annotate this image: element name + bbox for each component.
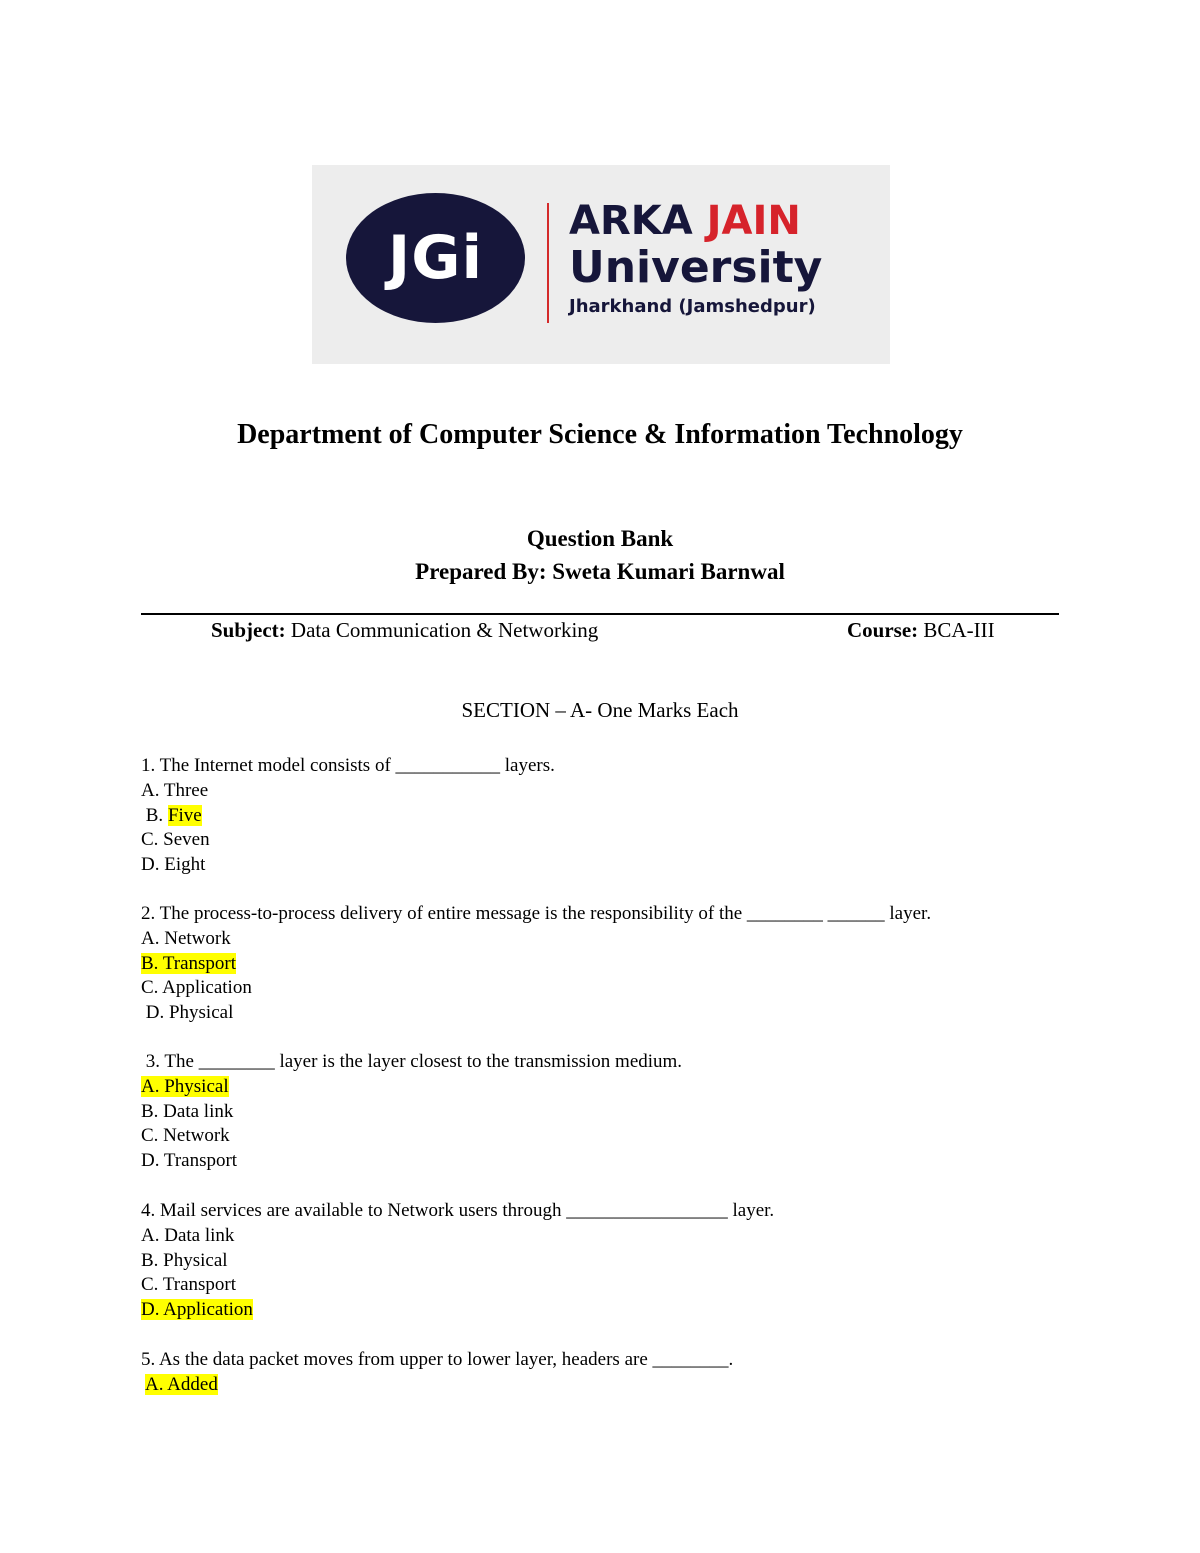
option: C. Seven: [141, 829, 210, 851]
correct-answer-highlight: A. Added: [145, 1373, 218, 1395]
option: A. Three: [141, 779, 209, 801]
section-heading: SECTION – A- One Marks Each: [461, 698, 739, 722]
course-info: [847, 618, 995, 643]
department-title: Department of Computer Science & Information Technology: [237, 419, 963, 450]
option: C. Application: [141, 977, 252, 999]
option: C. Transport: [141, 1274, 237, 1296]
university-logo: [312, 165, 890, 364]
logo-name-part1: ARKA: [569, 198, 693, 244]
correct-answer-highlight: Five: [167, 804, 202, 826]
option: D. Eight: [141, 854, 206, 876]
question-text: 5. As the data packet moves from upper to lower layer, headers are ________.: [141, 1349, 734, 1370]
course-value: BCA-III: [923, 618, 995, 642]
subject-label: Subject:: [211, 618, 286, 642]
question-text: 3. The ________ layer is the layer closest to the transmission medium.: [141, 1051, 683, 1072]
question-text: 4. Mail services are available to Network users through _________________ layer.: [141, 1200, 775, 1221]
subject-info: [211, 618, 598, 643]
option: A. Data link: [141, 1224, 235, 1246]
option: D. Transport: [141, 1150, 238, 1172]
header-divider: [141, 613, 1059, 615]
option: C. Network: [141, 1125, 230, 1147]
logo-name-line2: University: [569, 242, 823, 293]
document-title: Question Bank: [526, 526, 674, 551]
question-4: [141, 1199, 774, 1323]
correct-answer-highlight: D. Application: [141, 1299, 253, 1321]
option: B. Data link: [141, 1100, 234, 1122]
question-text: 1. The Internet model consists of ___________ layers.: [141, 755, 555, 776]
option: D. Physical: [141, 1002, 234, 1024]
option: [141, 804, 555, 829]
logo-emblem: [346, 193, 525, 323]
option: B. Physical: [141, 1249, 228, 1271]
course-label: Course:: [847, 618, 919, 642]
question-2: [141, 902, 931, 1026]
question-3: [141, 1050, 682, 1174]
subject-value: Data Communication & Networking: [290, 618, 599, 642]
correct-answer-highlight: B. Transport: [141, 952, 237, 974]
question-text: 2. The process-to-process delivery of entire message is the responsibility of the ________ ______ layer.: [141, 903, 932, 924]
logo-location: Jharkhand (Jamshedpur): [569, 296, 816, 317]
logo-name-part2: JAIN: [706, 198, 801, 244]
option: A. Network: [141, 927, 231, 949]
logo-wordmark: [569, 199, 822, 321]
question-5: [141, 1348, 733, 1398]
question-1: [141, 754, 555, 878]
prepared-by: Prepared By: Sweta Kumari Barnwal: [415, 559, 785, 584]
correct-answer-highlight: A. Physical: [141, 1075, 229, 1097]
option-label: B.: [141, 804, 168, 826]
logo-divider: [547, 203, 549, 323]
logo-mark: JGi: [387, 223, 484, 293]
